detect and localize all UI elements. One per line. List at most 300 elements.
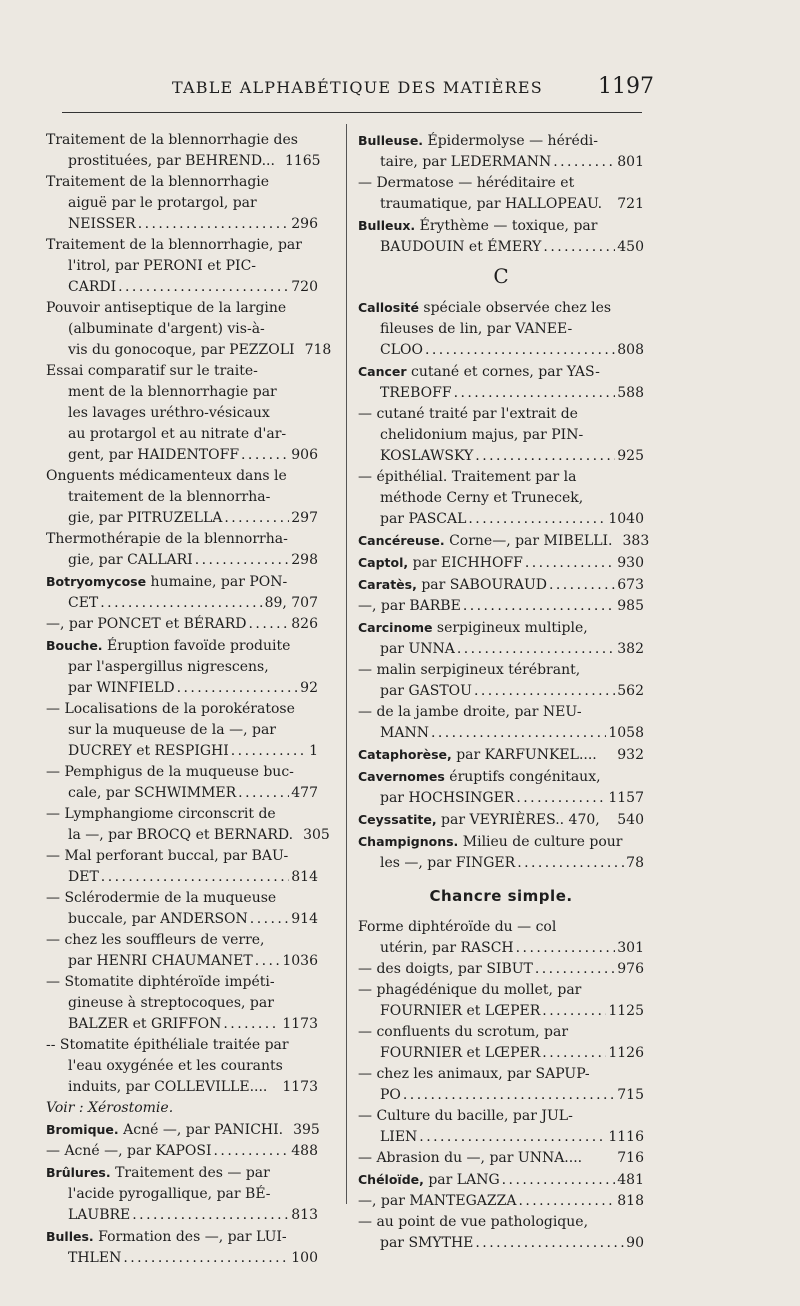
entry-page-ref: 976 (617, 961, 644, 977)
entry-text: éruptifs congénitaux, (449, 769, 601, 785)
index-entry (358, 574, 644, 596)
entry-line (68, 951, 318, 972)
index-entry (358, 530, 650, 552)
entry-headword: Cancéreuse. (358, 533, 445, 548)
index-entry (358, 596, 644, 617)
entry-line (68, 657, 318, 678)
entry-page-ref: 1058 (608, 725, 644, 741)
entry-line (46, 298, 318, 319)
index-entry (358, 173, 644, 215)
entry-line (68, 909, 318, 930)
entry-page-ref: 718 (304, 342, 332, 358)
entry-text: Traitement de la blennorrhagie des (46, 132, 298, 148)
index-entry (46, 172, 318, 235)
entry-line (358, 1191, 644, 1212)
entry-line (380, 194, 644, 215)
entry-text: — au point de vue pathologique, (358, 1214, 589, 1230)
dot-leader (118, 277, 289, 298)
entry-page-ref: 826 (291, 616, 318, 632)
entry-text: humaine, par PON- (150, 574, 288, 590)
entry-text: par WINFIELD (68, 680, 175, 696)
entry-text: —, par PONCET et BÉRARD (46, 616, 247, 632)
entry-line (68, 256, 318, 277)
entry-page-ref: 383 (622, 533, 650, 549)
entry-text: — des doigts, par SIBUT (358, 961, 533, 977)
page-number: 1197 (598, 74, 654, 99)
entry-line (68, 1056, 318, 1077)
entry-headword: Bulles. (46, 1229, 94, 1244)
entry-line (380, 938, 644, 959)
entry-line (358, 1169, 644, 1191)
entry-text: DET (68, 869, 99, 885)
entry-line (358, 959, 644, 980)
entry-headword: Bouche. (46, 638, 103, 653)
entry-line (358, 596, 644, 617)
entry-text: LIEN (380, 1129, 418, 1145)
entry-text: buccale, par ANDERSON (68, 911, 248, 927)
entry-text: spéciale observée chez les (423, 300, 612, 316)
entry-line (358, 1212, 644, 1233)
index-entry (358, 1169, 644, 1191)
dot-leader (535, 959, 615, 980)
entry-line (358, 980, 644, 1001)
entry-text: DUCREY et RESPIGHI (68, 743, 229, 759)
entry-text: cutané et cornes, par YAS- (411, 364, 600, 380)
entry-page-ref: 395 (293, 1122, 320, 1138)
dot-leader (549, 575, 615, 596)
entry-line (380, 425, 644, 446)
dot-leader (553, 152, 615, 173)
entry-line (68, 550, 318, 571)
column-divider (346, 124, 347, 1204)
entry-line (358, 617, 644, 639)
dot-leader (542, 1001, 606, 1022)
entry-text: BAUDOUIN et ÉMERY (380, 239, 542, 255)
entry-text: par HENRI CHAUMANET (68, 953, 253, 969)
entry-text: les lavages uréthro-vésicaux (68, 405, 270, 421)
entry-line (68, 678, 318, 699)
entry-page-ref: 818 (617, 1193, 644, 1209)
index-entry (46, 571, 318, 614)
dot-leader (468, 509, 606, 530)
entry-line (380, 681, 644, 702)
entry-headword: Cancer (358, 364, 407, 379)
entry-text: Épidermolyse — hérédi- (427, 133, 599, 149)
entry-text: par LANG (428, 1172, 500, 1188)
entry-line (358, 361, 644, 383)
index-entry (46, 1141, 318, 1162)
entry-line (380, 723, 644, 744)
entry-text: Formation des —, par LUI- (98, 1229, 287, 1245)
entry-page-ref: 932 (617, 747, 644, 763)
entry-page-ref: 930 (617, 555, 644, 571)
entry-line (380, 340, 644, 361)
entry-page-ref: 92 (300, 680, 318, 696)
entry-line (46, 571, 318, 593)
entry-text: gie, par PITRUZELLA (68, 510, 223, 526)
entry-page-ref: 914 (291, 911, 318, 927)
entry-text: l'itrol, par PERONI et PIC- (68, 258, 257, 274)
entry-page-ref: 382 (617, 641, 644, 657)
entry-line (68, 1014, 318, 1035)
entry-text: — Stomatite diphtéroïde impéti- (46, 974, 275, 990)
entry-text: Onguents médicamenteux dans le (46, 468, 287, 484)
index-entry (46, 298, 332, 361)
entry-text: PO (380, 1087, 401, 1103)
section-heading: Chancre simple. (429, 887, 573, 905)
index-entry (358, 1148, 644, 1169)
index-entry (46, 930, 318, 972)
entry-text: traumatique, par HALLOPEAU. (380, 196, 603, 212)
index-entry (46, 235, 318, 298)
index-entry (358, 980, 644, 1022)
entry-page-ref: 298 (291, 552, 318, 568)
dot-leader (475, 446, 615, 467)
dot-leader (238, 783, 289, 804)
dot-leader (457, 639, 615, 660)
entry-text: au protargol et au nitrate d'ar- (68, 426, 287, 442)
index-entry (46, 846, 318, 888)
entry-line (68, 1077, 318, 1098)
entry-headword: Callosité (358, 300, 419, 315)
index-entry (46, 1098, 318, 1119)
entry-line (380, 319, 644, 340)
entry-headword: Cavernomes (358, 769, 445, 784)
index-entry (46, 130, 321, 172)
entry-headword: Bromique. (46, 1122, 119, 1137)
index-entry (358, 1212, 644, 1254)
dot-leader (231, 741, 307, 762)
entry-line (46, 1035, 318, 1056)
entry-page-ref: 720 (291, 279, 318, 295)
dot-leader (138, 214, 290, 235)
entry-text: Thermothérapie de la blennorrha- (46, 531, 288, 547)
entry-page-ref: 1125 (608, 1003, 644, 1019)
index-entry (358, 809, 644, 831)
index-entry (46, 804, 330, 846)
entry-line (46, 235, 318, 256)
entry-text: Éruption favoïde produite (107, 638, 291, 654)
entry-line (68, 825, 330, 846)
dot-leader (542, 1043, 606, 1064)
entry-headword: Chéloïde, (358, 1172, 424, 1187)
entry-text: taire, par LEDERMANN (380, 154, 552, 170)
dot-leader (463, 596, 615, 617)
entry-line (358, 530, 650, 552)
dot-leader (517, 853, 624, 874)
index-entry (358, 1191, 644, 1212)
entry-text: TREBOFF (380, 385, 452, 401)
entry-page-ref: 450 (617, 239, 644, 255)
entry-text: LAUBRE (68, 1207, 131, 1223)
entry-text: gent, par HAIDENTOFF (68, 447, 240, 463)
entry-line (358, 215, 644, 237)
dot-leader (132, 1205, 289, 1226)
entry-line (358, 467, 644, 488)
entry-headword: Bulleuse. (358, 133, 424, 148)
entry-line (68, 783, 318, 804)
entry-line (358, 404, 644, 425)
entry-line (358, 809, 644, 831)
entry-line (46, 699, 318, 720)
dot-leader (101, 867, 289, 888)
entry-text: par HOCHSINGER (380, 790, 515, 806)
entry-line (68, 508, 318, 529)
entry-page-ref: 301 (617, 940, 644, 956)
entry-line (46, 762, 318, 783)
entry-line (68, 277, 318, 298)
entry-text: MANN (380, 725, 429, 741)
entry-page-ref: 78 (626, 855, 644, 871)
index-entry (46, 888, 318, 930)
entry-line (68, 340, 332, 361)
entry-text: -- Stomatite épithéliale traitée par (46, 1037, 289, 1053)
entry-page-ref: 1126 (608, 1045, 644, 1061)
entry-line (68, 993, 318, 1014)
entry-line (46, 846, 318, 867)
entry-text: — Lymphangiome circonscrit de (46, 806, 276, 822)
dot-leader (525, 553, 615, 574)
entry-text: — chez les souffleurs de verre, (46, 932, 265, 948)
entry-text: les —, par FINGER (380, 855, 516, 871)
entry-page-ref: 814 (291, 869, 318, 885)
entry-text: — Abrasion du —, par UNNA.... (358, 1150, 583, 1166)
entry-text: (albuminate d'argent) vis-à- (68, 321, 265, 337)
dot-leader (502, 1170, 616, 1191)
entry-line (46, 614, 318, 635)
page-header (60, 74, 654, 104)
entry-line (358, 766, 644, 788)
entry-text: serpigineux multiple, (436, 620, 588, 636)
dot-leader (250, 909, 289, 930)
entry-text: la —, par BROCQ et BERNARD. (68, 827, 294, 843)
entry-text: par EICHHOFF (412, 555, 523, 571)
entry-page-ref: 90 (626, 1235, 644, 1251)
entry-text: — confluents du scrotum, par (358, 1024, 569, 1040)
dot-leader (431, 723, 606, 744)
entry-text: — chez les animaux, par SAPUP- (358, 1066, 590, 1082)
entry-page-ref: 801 (617, 154, 644, 170)
header-rule (62, 112, 642, 113)
entry-headword: Cataphorèse, (358, 747, 452, 762)
entry-text: CET (68, 595, 99, 611)
entry-text: — Dermatose — héréditaire et (358, 175, 575, 191)
entry-line (380, 1043, 644, 1064)
entry-line (46, 529, 318, 550)
entry-line (46, 1098, 318, 1119)
entry-line (68, 151, 321, 172)
entry-line (358, 130, 644, 152)
entry-page-ref: 925 (617, 448, 644, 464)
entry-line (68, 319, 318, 340)
index-entry (358, 766, 644, 809)
entry-text: par UNNA (380, 641, 455, 657)
entry-line (68, 424, 318, 445)
entry-line (46, 1141, 318, 1162)
entry-line (68, 1205, 318, 1226)
entry-line (46, 972, 318, 993)
entry-line (380, 152, 644, 173)
index-entry (358, 702, 644, 744)
dot-leader (241, 445, 289, 466)
dot-leader (475, 1233, 624, 1254)
entry-text: Corne—, par MIBELLI. (449, 533, 613, 549)
entry-text: par GASTOU (380, 683, 472, 699)
entry-line (380, 488, 644, 509)
left-column (46, 130, 332, 1269)
entry-line (46, 930, 318, 951)
entry-text: utérin, par RASCH (380, 940, 514, 956)
entry-line (358, 1148, 644, 1169)
dot-leader (516, 938, 616, 959)
dot-leader (516, 788, 606, 809)
entry-line (358, 297, 644, 319)
dot-leader (454, 383, 616, 404)
entry-line (46, 804, 318, 825)
entry-page-ref: 1040 (608, 511, 644, 527)
dot-leader (177, 678, 299, 699)
entry-line (68, 741, 318, 762)
entry-text: par KARFUNKEL.... (456, 747, 597, 763)
entry-line (46, 172, 318, 193)
entry-line (68, 867, 318, 888)
entry-line (380, 1085, 644, 1106)
entry-page-ref: 562 (617, 683, 644, 699)
entry-line (46, 1226, 318, 1248)
entry-page-ref: 721 (617, 196, 644, 212)
entry-text: — Culture du bacille, par JUL- (358, 1108, 573, 1124)
entry-text: Pouvoir antiseptique de la largine (46, 300, 287, 316)
entry-headword: Brûlures. (46, 1165, 111, 1180)
entry-page-ref: 813 (291, 1207, 318, 1223)
entry-text: par SMYTHE (380, 1235, 474, 1251)
index-entry (358, 959, 644, 980)
index-entry (358, 917, 644, 959)
entry-line (46, 361, 318, 382)
entry-text: Acné —, par PANICHI. (123, 1122, 284, 1138)
entry-line (46, 130, 318, 151)
entry-line (68, 1184, 318, 1205)
entry-text: l'acide pyrogallique, par BÉ- (68, 1186, 271, 1202)
entry-text: FOURNIER et LŒPER (380, 1003, 541, 1019)
entry-line (380, 446, 644, 467)
entry-text: chelidonium majus, par PIN- (380, 427, 584, 443)
entry-text: induits, par COLLEVILLE.... (68, 1079, 268, 1095)
entry-line (358, 574, 644, 596)
entry-line (358, 660, 644, 681)
entry-line (380, 788, 644, 809)
entry-page-ref: 305 (303, 827, 330, 843)
entry-line (68, 382, 318, 403)
entry-line (358, 831, 644, 853)
entry-text: KOSLAWSKY (380, 448, 474, 464)
index-entry (358, 1064, 644, 1106)
entry-line (46, 888, 318, 909)
entry-line (358, 1064, 644, 1085)
entry-text: fileuses de lin, par VANEE- (380, 321, 573, 337)
dot-leader (403, 1085, 615, 1106)
index-entry (46, 762, 318, 804)
entry-text: — Acné —, par KAPOSI (46, 1143, 212, 1159)
entry-text: par l'aspergillus nigrescens, (68, 659, 269, 675)
entry-page-ref: 1157 (608, 790, 644, 806)
index-entry (358, 552, 644, 574)
entry-text: par VEYRIÈRES.. 470, (441, 812, 600, 828)
entry-line (68, 403, 318, 424)
entry-text: Milieu de culture pour (462, 834, 623, 850)
entry-page-ref: 477 (291, 785, 318, 801)
entry-text: traitement de la blennorrha- (68, 489, 271, 505)
dot-leader (100, 593, 262, 614)
entry-text: vis du gonocoque, par PEZZOLI (68, 342, 295, 358)
entry-text: aiguë par le protargol, par (68, 195, 257, 211)
index-entry (46, 1119, 318, 1141)
entry-page-ref: 1116 (608, 1129, 644, 1145)
index-entry (358, 617, 644, 660)
entry-text: — cutané traité par l'extrait de (358, 406, 578, 422)
entry-text: BALZER et GRIFFON (68, 1016, 222, 1032)
right-column (358, 130, 650, 1254)
entry-line (68, 1248, 318, 1269)
entry-page-ref: 588 (617, 385, 644, 401)
entry-text: sur la muqueuse de la —, par (68, 722, 276, 738)
entry-text: —, par MANTEGAZZA (358, 1193, 517, 1209)
entry-text: — de la jambe droite, par NEU- (358, 704, 582, 720)
entry-line (68, 593, 318, 614)
entry-text: — phagédénique du mollet, par (358, 982, 582, 998)
index-entry (46, 972, 318, 1035)
index-entry (46, 635, 318, 699)
index-entry (46, 1035, 318, 1098)
entry-line (380, 237, 644, 258)
entry-text: par SABOURAUD (421, 577, 547, 593)
entry-page-ref: 1173 (282, 1016, 318, 1032)
entry-headword: Captol, (358, 555, 409, 570)
entry-text: prostituées, par BEHREND... (68, 153, 275, 169)
entry-text: NEISSER (68, 216, 136, 232)
index-entry (46, 361, 318, 466)
dot-leader (249, 614, 290, 635)
index-entry (46, 466, 318, 529)
entry-page-ref: 808 (617, 342, 644, 358)
entry-line (46, 635, 318, 657)
entry-text: CARDI (68, 279, 117, 295)
entry-text: — épithélial. Traitement par la (358, 469, 577, 485)
entry-line (68, 720, 318, 741)
entry-text: Voir : Xérostomie. (46, 1100, 174, 1116)
entry-line (68, 445, 318, 466)
entry-page-ref: 540 (617, 812, 644, 828)
dot-leader (223, 1014, 280, 1035)
dot-leader (214, 1141, 290, 1162)
entry-page-ref: 906 (291, 447, 318, 463)
entry-line (380, 509, 644, 530)
index-entry (358, 1106, 644, 1148)
entry-page-ref: 296 (291, 216, 318, 232)
dot-leader (543, 237, 615, 258)
entry-line (358, 552, 644, 574)
entry-text: méthode Cerny et Trunecek, (380, 490, 584, 506)
index-entry (358, 361, 644, 404)
index-entry (358, 660, 644, 702)
entry-line (380, 639, 644, 660)
entry-headword: Ceyssatite, (358, 812, 437, 827)
entry-line (380, 383, 644, 404)
dot-leader (224, 508, 289, 529)
index-entry (358, 744, 644, 766)
entry-line (46, 1162, 318, 1184)
entry-text: — malin serpigineux térébrant, (358, 662, 581, 678)
